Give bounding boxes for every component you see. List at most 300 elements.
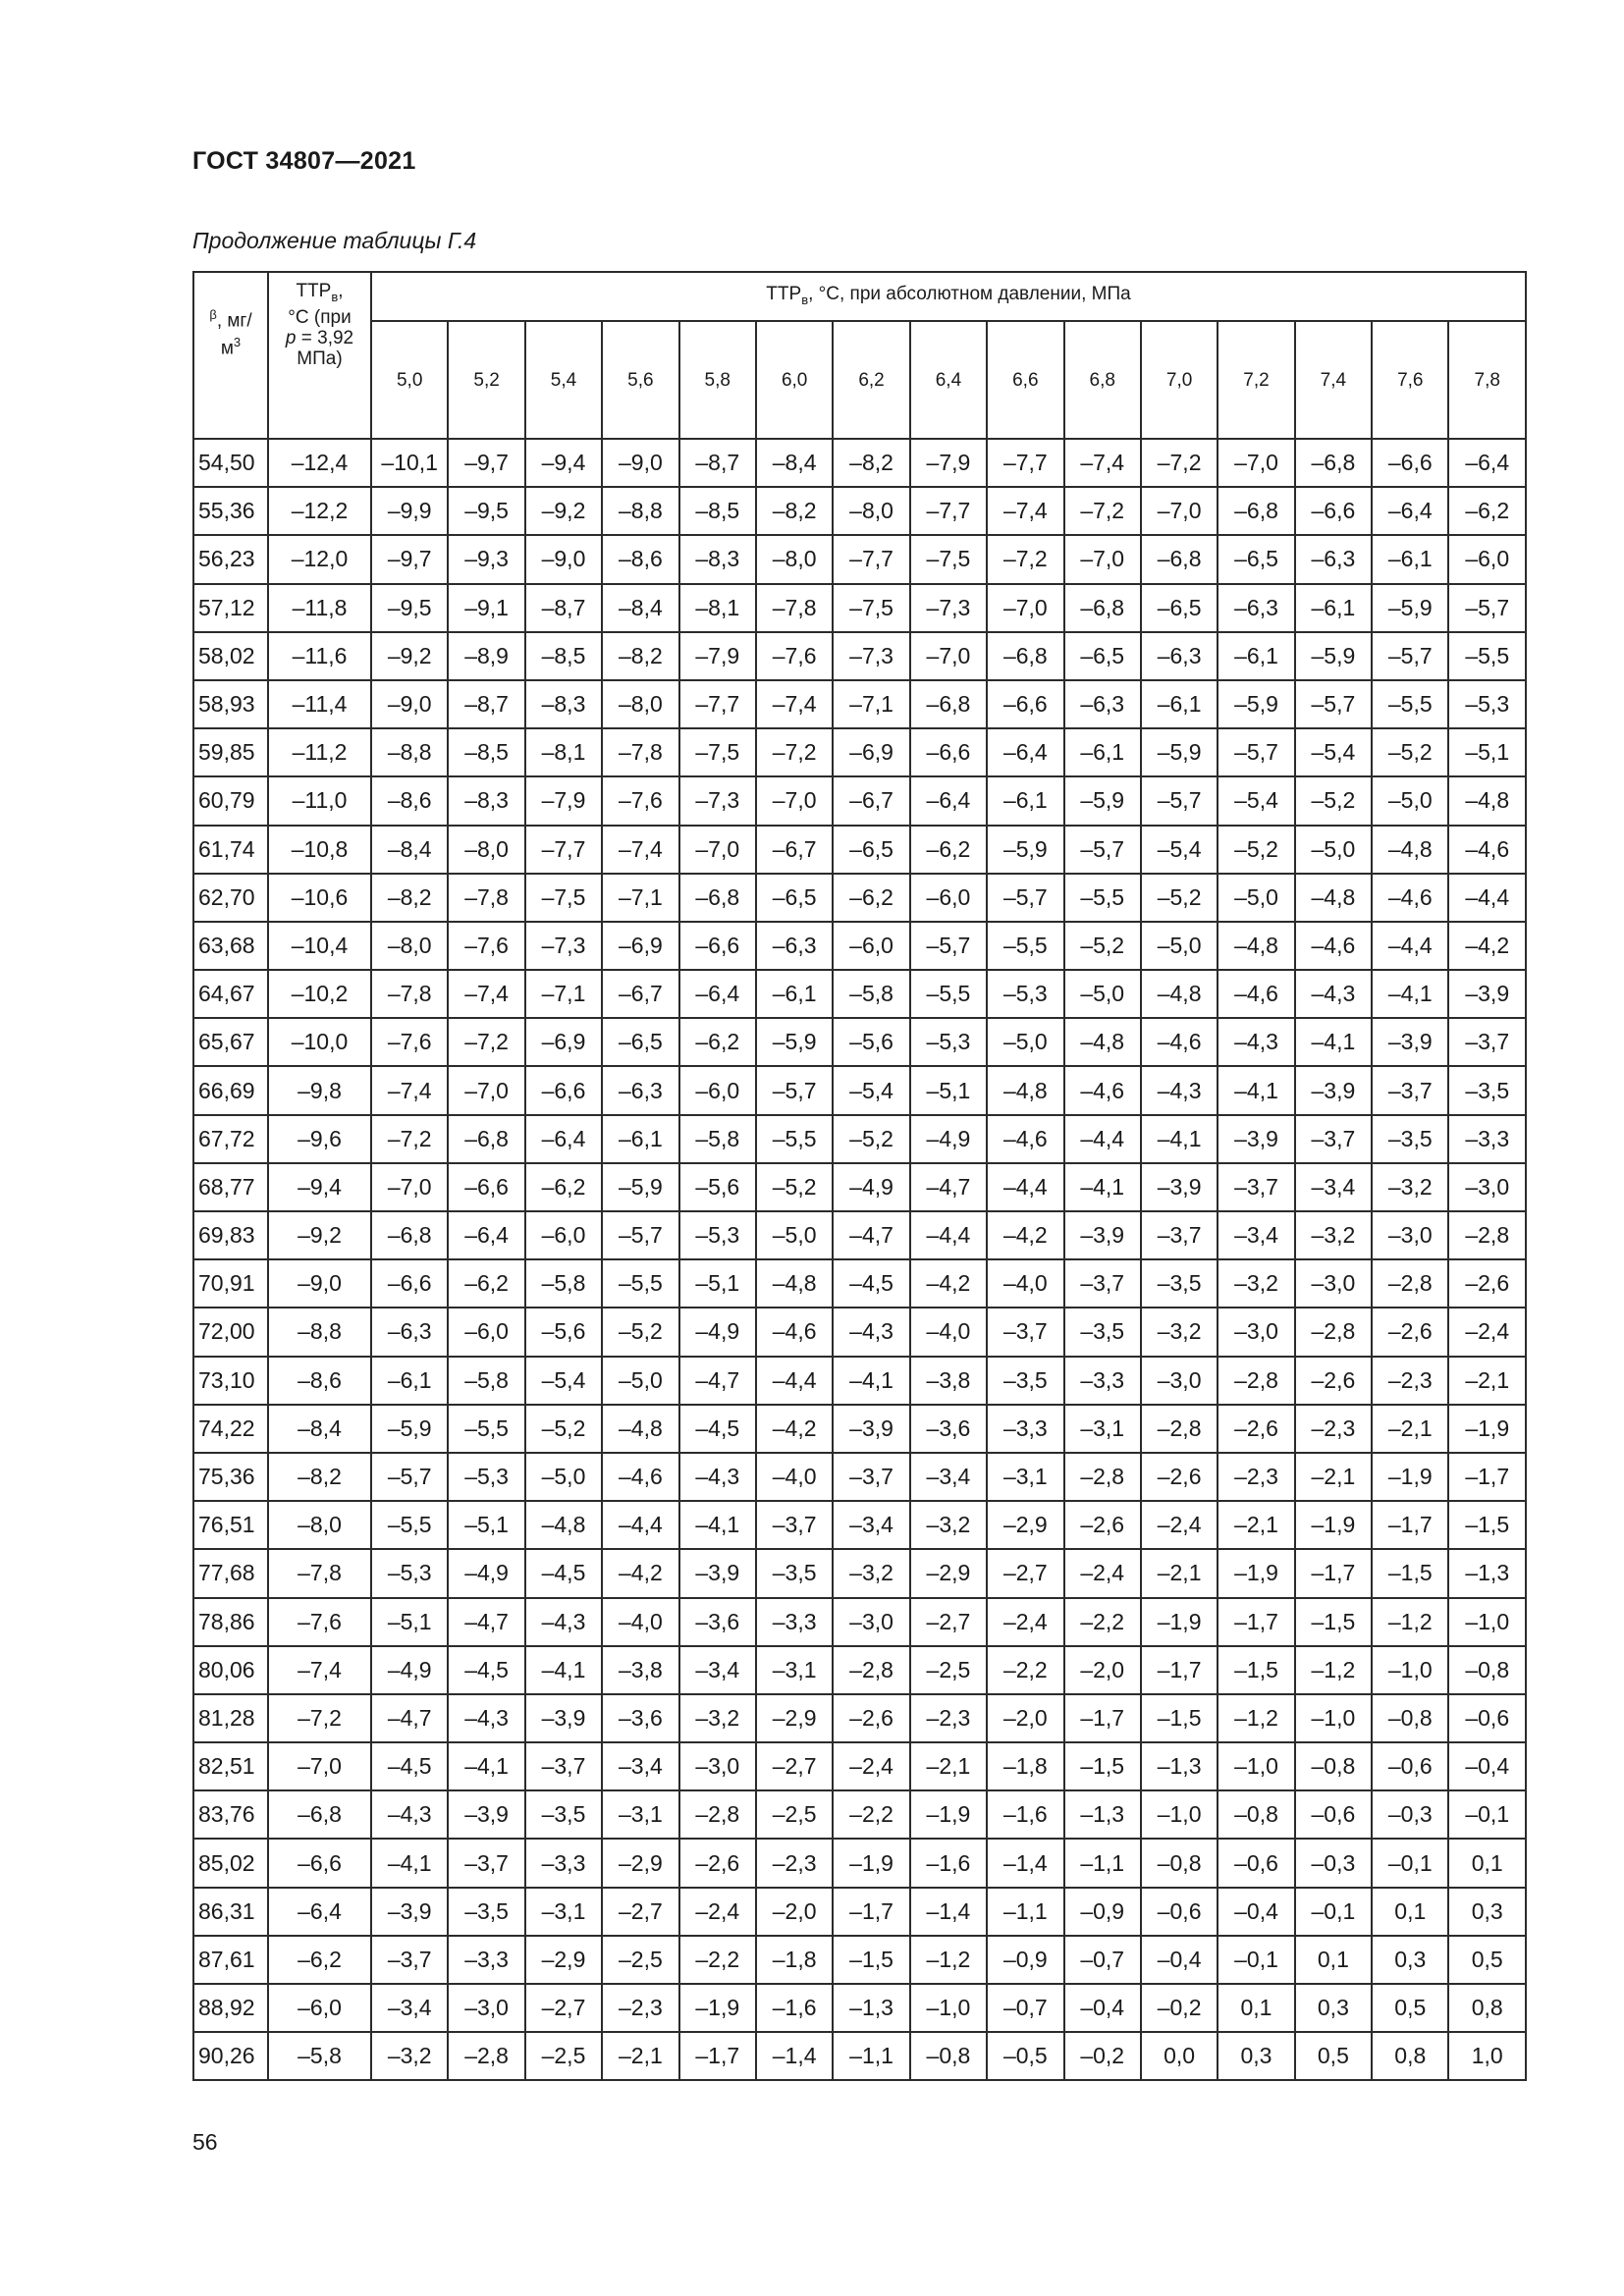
pressure-header: 6,4 bbox=[910, 321, 987, 439]
value-cell: –1,7 bbox=[1064, 1694, 1141, 1742]
value-cell: –2,1 bbox=[1218, 1501, 1294, 1549]
value-cell: –3,3 bbox=[756, 1598, 833, 1646]
value-cell: –2,6 bbox=[1064, 1501, 1141, 1549]
value-cell: –2,9 bbox=[987, 1501, 1063, 1549]
value-cell: –7,3 bbox=[833, 632, 909, 680]
value-cell: –3,3 bbox=[1064, 1357, 1141, 1405]
value-cell: –5,8 bbox=[525, 1259, 602, 1308]
ttr-ref-cell: –8,2 bbox=[268, 1453, 371, 1501]
table-row bbox=[193, 1115, 1526, 1163]
value-cell: –5,8 bbox=[679, 1115, 756, 1163]
value-cell: –2,9 bbox=[525, 1936, 602, 1984]
table-row bbox=[193, 487, 1526, 535]
value-cell: –4,9 bbox=[371, 1646, 448, 1694]
value-cell: –5,2 bbox=[1295, 776, 1372, 825]
value-cell: –3,0 bbox=[1295, 1259, 1372, 1308]
value-cell: –3,4 bbox=[602, 1742, 678, 1790]
value-cell: –6,2 bbox=[1448, 487, 1526, 535]
value-cell: –3,4 bbox=[833, 1501, 909, 1549]
value-cell: –1,3 bbox=[1141, 1742, 1218, 1790]
value-cell: –2,8 bbox=[1064, 1453, 1141, 1501]
value-cell: –9,2 bbox=[371, 632, 448, 680]
value-cell: –0,5 bbox=[987, 2032, 1063, 2080]
value-cell: –8,2 bbox=[833, 439, 909, 487]
value-cell: –1,5 bbox=[1064, 1742, 1141, 1790]
value-cell: –8,0 bbox=[371, 922, 448, 970]
ttr-ref-l4: МПа) bbox=[297, 347, 343, 369]
value-cell: –4,8 bbox=[756, 1259, 833, 1308]
value-cell: –2,8 bbox=[679, 1790, 756, 1839]
value-cell: –1,2 bbox=[1218, 1694, 1294, 1742]
value-cell: –4,9 bbox=[910, 1115, 987, 1163]
value-cell: –4,9 bbox=[833, 1163, 909, 1211]
ttr-ref-cell: –8,0 bbox=[268, 1501, 371, 1549]
table-row bbox=[193, 1259, 1526, 1308]
ttr-ref-cell: –9,4 bbox=[268, 1163, 371, 1211]
value-cell: –1,6 bbox=[756, 1984, 833, 2032]
value-cell: 0,3 bbox=[1372, 1936, 1448, 1984]
value-cell: –0,6 bbox=[1372, 1742, 1448, 1790]
value-cell: –9,1 bbox=[448, 584, 524, 632]
value-cell: –2,6 bbox=[1448, 1259, 1526, 1308]
value-cell: 0,3 bbox=[1448, 1888, 1526, 1936]
value-cell: –1,9 bbox=[1141, 1598, 1218, 1646]
value-cell: –5,6 bbox=[679, 1163, 756, 1211]
value-cell: –8,5 bbox=[525, 632, 602, 680]
value-cell: –2,9 bbox=[910, 1549, 987, 1597]
value-cell: –3,7 bbox=[1295, 1115, 1372, 1163]
value-cell: –5,7 bbox=[1064, 826, 1141, 874]
value-cell: –3,0 bbox=[1141, 1357, 1218, 1405]
value-cell: –0,7 bbox=[1064, 1936, 1141, 1984]
value-cell: –4,2 bbox=[910, 1259, 987, 1308]
value-cell: –5,7 bbox=[1141, 776, 1218, 825]
table-row bbox=[193, 1646, 1526, 1694]
beta-cell: 73,10 bbox=[193, 1357, 268, 1405]
table-row bbox=[193, 1888, 1526, 1936]
beta-cell: 67,72 bbox=[193, 1115, 268, 1163]
value-cell: –0,2 bbox=[1141, 1984, 1218, 2032]
value-cell: –1,5 bbox=[1448, 1501, 1526, 1549]
beta-cell: 77,68 bbox=[193, 1549, 268, 1597]
ttr-ref-cell: –5,8 bbox=[268, 2032, 371, 2080]
value-cell: –3,0 bbox=[679, 1742, 756, 1790]
value-cell: –1,7 bbox=[1295, 1549, 1372, 1597]
table-row bbox=[193, 584, 1526, 632]
ttr-ref-l2: °С (при bbox=[288, 306, 352, 328]
value-cell: –1,7 bbox=[833, 1888, 909, 1936]
value-cell: –5,5 bbox=[448, 1405, 524, 1453]
ttr-ref-cell: –6,0 bbox=[268, 1984, 371, 2032]
value-cell: 0,5 bbox=[1448, 1936, 1526, 1984]
value-cell: –3,0 bbox=[1218, 1308, 1294, 1356]
value-cell: –3,3 bbox=[987, 1405, 1063, 1453]
data-table bbox=[192, 271, 1527, 2081]
value-cell: –6,3 bbox=[1218, 584, 1294, 632]
value-cell: –0,3 bbox=[1295, 1839, 1372, 1887]
value-cell: 0,5 bbox=[1372, 1984, 1448, 2032]
value-cell: –3,9 bbox=[833, 1405, 909, 1453]
value-cell: –5,3 bbox=[987, 970, 1063, 1018]
value-cell: –7,8 bbox=[756, 584, 833, 632]
value-cell: –9,5 bbox=[448, 487, 524, 535]
value-cell: –7,7 bbox=[525, 826, 602, 874]
value-cell: –2,6 bbox=[679, 1839, 756, 1887]
value-cell: –7,8 bbox=[448, 874, 524, 922]
pressure-header: 5,4 bbox=[525, 321, 602, 439]
ttr-ref-cell: –10,8 bbox=[268, 826, 371, 874]
value-cell: –7,2 bbox=[756, 728, 833, 776]
value-cell: –7,1 bbox=[833, 680, 909, 728]
ttr-ref-cell: –7,2 bbox=[268, 1694, 371, 1742]
value-cell: –7,2 bbox=[371, 1115, 448, 1163]
pressure-header: 5,0 bbox=[371, 321, 448, 439]
value-cell: –1,4 bbox=[910, 1888, 987, 1936]
value-cell: –5,7 bbox=[1448, 584, 1526, 632]
value-cell: –2,8 bbox=[1448, 1211, 1526, 1259]
value-cell: –2,0 bbox=[756, 1888, 833, 1936]
ttr-ref-cell: –6,8 bbox=[268, 1790, 371, 1839]
value-cell: –1,0 bbox=[1372, 1646, 1448, 1694]
value-cell: –6,1 bbox=[371, 1357, 448, 1405]
value-cell: –0,6 bbox=[1218, 1839, 1294, 1887]
value-cell: –5,9 bbox=[1372, 584, 1448, 632]
beta-cell: 65,67 bbox=[193, 1018, 268, 1066]
value-cell: –8,7 bbox=[525, 584, 602, 632]
value-cell: –2,0 bbox=[987, 1694, 1063, 1742]
beta-cell: 56,23 bbox=[193, 535, 268, 583]
value-cell: –7,4 bbox=[1064, 439, 1141, 487]
ttr-ref-cell: –9,2 bbox=[268, 1211, 371, 1259]
ttr-ref-cell: –7,0 bbox=[268, 1742, 371, 1790]
value-cell: –5,3 bbox=[371, 1549, 448, 1597]
value-cell: –10,1 bbox=[371, 439, 448, 487]
value-cell: –2,5 bbox=[602, 1936, 678, 1984]
value-cell: –6,6 bbox=[1295, 487, 1372, 535]
beta-cell: 87,61 bbox=[193, 1936, 268, 1984]
value-cell: –6,3 bbox=[1064, 680, 1141, 728]
value-cell: –2,5 bbox=[525, 2032, 602, 2080]
table-row bbox=[193, 1501, 1526, 1549]
table-row bbox=[193, 776, 1526, 825]
table-row bbox=[193, 1018, 1526, 1066]
value-cell: –1,6 bbox=[987, 1790, 1063, 1839]
value-cell: –6,8 bbox=[448, 1115, 524, 1163]
value-cell: –3,2 bbox=[910, 1501, 987, 1549]
beta-label-unit-sup: 3 bbox=[233, 335, 242, 350]
value-cell: –3,5 bbox=[756, 1549, 833, 1597]
value-cell: –5,0 bbox=[602, 1357, 678, 1405]
beta-label-unit: м bbox=[220, 338, 234, 359]
value-cell: –1,2 bbox=[910, 1936, 987, 1984]
value-cell: –3,9 bbox=[1295, 1066, 1372, 1114]
table-row bbox=[193, 2032, 1526, 2080]
value-cell: –8,2 bbox=[756, 487, 833, 535]
value-cell: –7,0 bbox=[1064, 535, 1141, 583]
value-cell: –6,6 bbox=[448, 1163, 524, 1211]
value-cell: 1,0 bbox=[1448, 2032, 1526, 2080]
value-cell: –4,4 bbox=[987, 1163, 1063, 1211]
value-cell: –0,1 bbox=[1218, 1936, 1294, 1984]
value-cell: –9,0 bbox=[525, 535, 602, 583]
beta-cell: 68,77 bbox=[193, 1163, 268, 1211]
value-cell: –3,7 bbox=[987, 1308, 1063, 1356]
value-cell: –4,0 bbox=[987, 1259, 1063, 1308]
value-cell: –6,1 bbox=[1218, 632, 1294, 680]
value-cell: –8,2 bbox=[371, 874, 448, 922]
value-cell: –4,1 bbox=[679, 1501, 756, 1549]
value-cell: –2,7 bbox=[525, 1984, 602, 2032]
value-cell: –7,9 bbox=[525, 776, 602, 825]
value-cell: –2,9 bbox=[602, 1839, 678, 1887]
value-cell: –3,8 bbox=[910, 1357, 987, 1405]
beta-cell: 54,50 bbox=[193, 439, 268, 487]
value-cell: –3,4 bbox=[679, 1646, 756, 1694]
value-cell: –2,6 bbox=[1218, 1405, 1294, 1453]
value-cell: –7,0 bbox=[987, 584, 1063, 632]
pressure-header: 5,8 bbox=[679, 321, 756, 439]
beta-cell: 64,67 bbox=[193, 970, 268, 1018]
value-cell: –3,9 bbox=[525, 1694, 602, 1742]
ttr-ref-l1-sub: в bbox=[331, 289, 339, 304]
value-cell: –3,5 bbox=[1448, 1066, 1526, 1114]
beta-cell: 58,93 bbox=[193, 680, 268, 728]
value-cell: –4,1 bbox=[833, 1357, 909, 1405]
value-cell: –7,0 bbox=[1218, 439, 1294, 487]
value-cell: –8,4 bbox=[756, 439, 833, 487]
value-cell: –6,8 bbox=[987, 632, 1063, 680]
value-cell: –6,8 bbox=[1064, 584, 1141, 632]
value-cell: –7,6 bbox=[448, 922, 524, 970]
value-cell: –4,6 bbox=[1295, 922, 1372, 970]
value-cell: –2,2 bbox=[1064, 1598, 1141, 1646]
value-cell: –2,3 bbox=[1372, 1357, 1448, 1405]
value-cell: –5,0 bbox=[1372, 776, 1448, 825]
value-cell: –2,8 bbox=[1141, 1405, 1218, 1453]
value-cell: –5,9 bbox=[987, 826, 1063, 874]
column-header-ttr-ref bbox=[268, 272, 371, 439]
value-cell: –4,6 bbox=[756, 1308, 833, 1356]
value-cell: –3,1 bbox=[602, 1790, 678, 1839]
value-cell: –8,3 bbox=[679, 535, 756, 583]
value-cell: –6,7 bbox=[602, 970, 678, 1018]
value-cell: –4,7 bbox=[910, 1163, 987, 1211]
value-cell: –4,0 bbox=[910, 1308, 987, 1356]
beta-cell: 81,28 bbox=[193, 1694, 268, 1742]
value-cell: –3,7 bbox=[1064, 1259, 1141, 1308]
value-cell: –8,4 bbox=[602, 584, 678, 632]
value-cell: –5,2 bbox=[833, 1115, 909, 1163]
beta-cell: 75,36 bbox=[193, 1453, 268, 1501]
value-cell: –8,5 bbox=[448, 728, 524, 776]
value-cell: –4,3 bbox=[679, 1453, 756, 1501]
value-cell: –5,4 bbox=[525, 1357, 602, 1405]
value-cell: –0,1 bbox=[1295, 1888, 1372, 1936]
value-cell: –0,7 bbox=[987, 1984, 1063, 2032]
value-cell: –2,9 bbox=[756, 1694, 833, 1742]
value-cell: –4,4 bbox=[1064, 1115, 1141, 1163]
value-cell: –6,8 bbox=[679, 874, 756, 922]
value-cell: –6,2 bbox=[448, 1259, 524, 1308]
value-cell: –6,5 bbox=[756, 874, 833, 922]
value-cell: –8,0 bbox=[448, 826, 524, 874]
value-cell: –1,3 bbox=[1448, 1549, 1526, 1597]
ttr-ref-cell: –7,4 bbox=[268, 1646, 371, 1694]
value-cell: –4,1 bbox=[1218, 1066, 1294, 1114]
value-cell: –7,0 bbox=[1141, 487, 1218, 535]
ttr-ref-cell: –9,0 bbox=[268, 1259, 371, 1308]
value-cell: –3,1 bbox=[525, 1888, 602, 1936]
table-row bbox=[193, 1163, 1526, 1211]
value-cell: –4,5 bbox=[833, 1259, 909, 1308]
value-cell: –3,9 bbox=[371, 1888, 448, 1936]
value-cell: –1,7 bbox=[679, 2032, 756, 2080]
value-cell: –7,4 bbox=[987, 487, 1063, 535]
value-cell: –7,0 bbox=[679, 826, 756, 874]
ttr-ref-cell: –11,8 bbox=[268, 584, 371, 632]
pressure-header: 7,2 bbox=[1218, 321, 1294, 439]
value-cell: –5,6 bbox=[525, 1308, 602, 1356]
value-cell: –4,0 bbox=[756, 1453, 833, 1501]
value-cell: –2,8 bbox=[1372, 1259, 1448, 1308]
value-cell: –1,5 bbox=[1295, 1598, 1372, 1646]
value-cell: –1,9 bbox=[1218, 1549, 1294, 1597]
pressure-header: 6,0 bbox=[756, 321, 833, 439]
value-cell: –2,8 bbox=[1218, 1357, 1294, 1405]
value-cell: –3,0 bbox=[1448, 1163, 1526, 1211]
value-cell: –3,2 bbox=[1141, 1308, 1218, 1356]
ttr-ref-l1: ТТР bbox=[296, 281, 332, 301]
value-cell: –3,5 bbox=[987, 1357, 1063, 1405]
value-cell: –6,0 bbox=[910, 874, 987, 922]
value-cell: –7,0 bbox=[756, 776, 833, 825]
value-cell: –6,5 bbox=[602, 1018, 678, 1066]
value-cell: –2,2 bbox=[833, 1790, 909, 1839]
value-cell: –3,0 bbox=[448, 1984, 524, 2032]
value-cell: –4,4 bbox=[1372, 922, 1448, 970]
beta-cell: 70,91 bbox=[193, 1259, 268, 1308]
value-cell: –4,3 bbox=[448, 1694, 524, 1742]
value-cell: –2,2 bbox=[987, 1646, 1063, 1694]
value-cell: –6,1 bbox=[1295, 584, 1372, 632]
value-cell: –2,3 bbox=[1295, 1405, 1372, 1453]
value-cell: –5,1 bbox=[910, 1066, 987, 1114]
value-cell: –4,2 bbox=[1448, 922, 1526, 970]
value-cell: –3,5 bbox=[525, 1790, 602, 1839]
value-cell: –7,9 bbox=[910, 439, 987, 487]
value-cell: –4,1 bbox=[1141, 1115, 1218, 1163]
value-cell: 0,5 bbox=[1295, 2032, 1372, 2080]
value-cell: –2,3 bbox=[756, 1839, 833, 1887]
value-cell: –5,1 bbox=[1448, 728, 1526, 776]
value-cell: –3,4 bbox=[1295, 1163, 1372, 1211]
value-cell: –6,4 bbox=[1372, 487, 1448, 535]
value-cell: –2,1 bbox=[1295, 1453, 1372, 1501]
value-cell: –8,7 bbox=[448, 680, 524, 728]
ttr-ref-cell: –8,8 bbox=[268, 1308, 371, 1356]
value-cell: –4,6 bbox=[1218, 970, 1294, 1018]
value-cell: –8,8 bbox=[371, 728, 448, 776]
table-row bbox=[193, 922, 1526, 970]
value-cell: –7,6 bbox=[756, 632, 833, 680]
value-cell: –7,4 bbox=[371, 1066, 448, 1114]
value-cell: –1,5 bbox=[1372, 1549, 1448, 1597]
ttr-ref-cell: –12,4 bbox=[268, 439, 371, 487]
value-cell: –6,3 bbox=[371, 1308, 448, 1356]
value-cell: –6,2 bbox=[833, 874, 909, 922]
ttr-ref-cell: –7,6 bbox=[268, 1598, 371, 1646]
value-cell: –9,0 bbox=[602, 439, 678, 487]
beta-cell: 78,86 bbox=[193, 1598, 268, 1646]
value-cell: –8,8 bbox=[602, 487, 678, 535]
value-cell: –5,2 bbox=[1372, 728, 1448, 776]
value-cell: –4,3 bbox=[1218, 1018, 1294, 1066]
value-cell: –0,4 bbox=[1141, 1936, 1218, 1984]
value-cell: –5,7 bbox=[1218, 728, 1294, 776]
value-cell: –7,8 bbox=[602, 728, 678, 776]
value-cell: –8,9 bbox=[448, 632, 524, 680]
value-cell: –5,0 bbox=[525, 1453, 602, 1501]
value-cell: –4,1 bbox=[525, 1646, 602, 1694]
value-cell: –6,1 bbox=[1372, 535, 1448, 583]
value-cell: –4,3 bbox=[525, 1598, 602, 1646]
value-cell: –3,2 bbox=[1295, 1211, 1372, 1259]
value-cell: –4,8 bbox=[1064, 1018, 1141, 1066]
value-cell: –4,8 bbox=[602, 1405, 678, 1453]
value-cell: –4,3 bbox=[1141, 1066, 1218, 1114]
value-cell: –2,6 bbox=[1372, 1308, 1448, 1356]
ttr-ref-cell: –9,8 bbox=[268, 1066, 371, 1114]
beta-symbol: β bbox=[209, 307, 217, 322]
value-cell: –6,6 bbox=[679, 922, 756, 970]
value-cell: –8,1 bbox=[525, 728, 602, 776]
value-cell: –8,0 bbox=[756, 535, 833, 583]
value-cell: –7,7 bbox=[833, 535, 909, 583]
value-cell: –3,9 bbox=[1064, 1211, 1141, 1259]
pressure-header-row bbox=[193, 321, 1526, 439]
value-cell: –4,1 bbox=[448, 1742, 524, 1790]
value-cell: –6,4 bbox=[679, 970, 756, 1018]
value-cell: –5,9 bbox=[1141, 728, 1218, 776]
beta-cell: 60,79 bbox=[193, 776, 268, 825]
value-cell: –6,9 bbox=[602, 922, 678, 970]
value-cell: 0,3 bbox=[1295, 1984, 1372, 2032]
value-cell: –8,2 bbox=[602, 632, 678, 680]
value-cell: –3,1 bbox=[756, 1646, 833, 1694]
value-cell: –1,0 bbox=[1218, 1742, 1294, 1790]
value-cell: –4,3 bbox=[833, 1308, 909, 1356]
value-cell: –2,4 bbox=[679, 1888, 756, 1936]
value-cell: –0,1 bbox=[1372, 1839, 1448, 1887]
value-cell: –3,1 bbox=[987, 1453, 1063, 1501]
value-cell: –4,4 bbox=[756, 1357, 833, 1405]
table-row bbox=[193, 874, 1526, 922]
table-row bbox=[193, 680, 1526, 728]
value-cell: –1,9 bbox=[910, 1790, 987, 1839]
value-cell: –2,8 bbox=[833, 1646, 909, 1694]
value-cell: –5,7 bbox=[756, 1066, 833, 1114]
value-cell: –2,8 bbox=[1295, 1308, 1372, 1356]
value-cell: –6,9 bbox=[525, 1018, 602, 1066]
value-cell: –5,2 bbox=[1218, 826, 1294, 874]
value-cell: –5,3 bbox=[679, 1211, 756, 1259]
value-cell: –2,4 bbox=[833, 1742, 909, 1790]
value-cell: –1,7 bbox=[1448, 1453, 1526, 1501]
value-cell: –3,7 bbox=[448, 1839, 524, 1887]
table-row bbox=[193, 1598, 1526, 1646]
value-cell: –0,8 bbox=[1141, 1839, 1218, 1887]
value-cell: –7,3 bbox=[525, 922, 602, 970]
